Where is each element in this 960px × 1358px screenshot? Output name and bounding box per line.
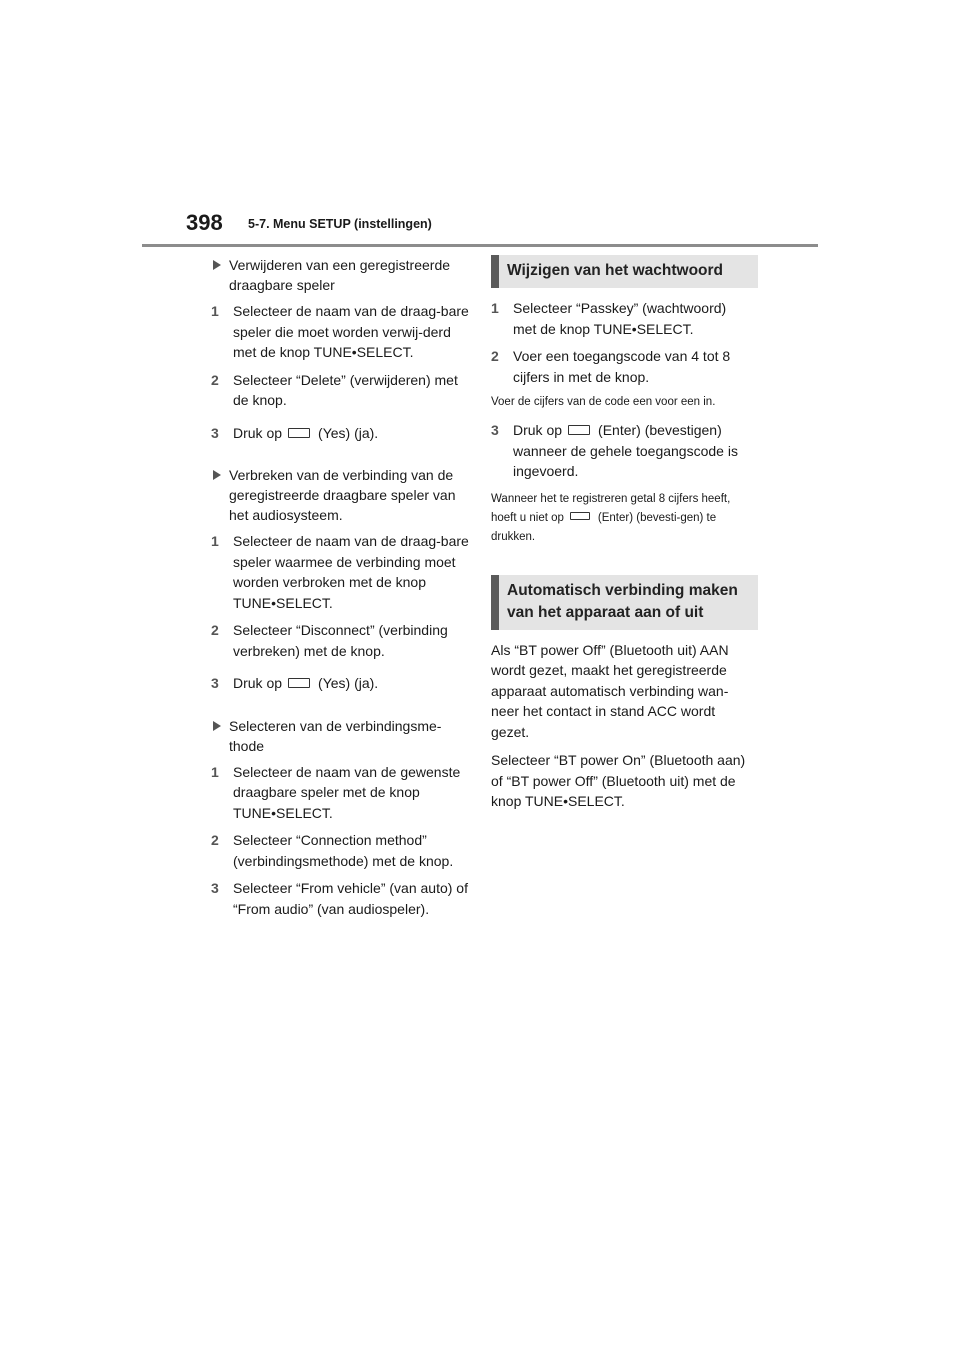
step-number: 1 <box>211 763 219 780</box>
bullet-heading: Verbreken van de verbinding van de geregistreerde draagbare speler van het audiosysteem. <box>211 465 473 525</box>
step-number: 2 <box>491 348 499 364</box>
step: 3 Druk op (Enter) (bevestigen) wanneer de gehele toegangscode is ingevoerd. <box>491 422 738 479</box>
step <box>211 830 473 871</box>
step-number: 3 <box>211 675 219 691</box>
screen-button-icon <box>568 425 590 435</box>
step-text: Selecteer “From vehicle” (van auto) of “From audio” (van audiospeler). <box>233 880 468 917</box>
step-number: 1 <box>491 300 499 316</box>
step-number: 3 <box>491 422 499 438</box>
step-text: Selecteer de naam van de gewenste draagbare speler met de knop TUNE•SELECT. <box>233 763 461 821</box>
step: 3 Druk op (Yes) (ja). <box>211 673 473 694</box>
header-divider <box>142 244 818 247</box>
step-number: 1 <box>211 303 219 319</box>
step <box>211 370 473 411</box>
step-number: 1 <box>211 533 219 549</box>
step: 3 Druk op (Yes) (ja). <box>211 423 473 444</box>
left-column <box>211 255 473 926</box>
screen-button-icon <box>570 512 590 520</box>
step-text: Selecteer “Connection method” (verbindingsmethode) met de knop. <box>233 832 454 869</box>
step-number: 2 <box>211 832 219 848</box>
bullet-heading: Selecteren van de verbindingsme-thode <box>211 716 473 756</box>
triangle-bullet-icon <box>213 721 221 731</box>
screen-button-icon <box>288 428 310 438</box>
step <box>211 620 473 661</box>
step <box>491 298 753 339</box>
step-text: Voer een toegangscode van 4 tot 8 cijfers in met de knop. <box>513 348 731 385</box>
note: Wanneer het te registreren getal 8 cijfers heeft, hoeft u niet op (Enter) (bevesti-gen) te drukken. <box>491 492 731 543</box>
step-number: 2 <box>211 371 219 388</box>
step <box>211 878 473 919</box>
paragraph: Selecteer “BT power On” (Bluetooth aan) of “BT power Off” (Bluetooth uit) met de knop TUNE•SELECT. <box>491 752 746 809</box>
section-heading: Wijzigen van het wachtwoord <box>491 255 758 288</box>
step-text: Selecteer “Delete” (verwijderen) met de knop. <box>233 371 458 408</box>
screen-button-icon <box>288 678 310 688</box>
step-number: 2 <box>211 622 219 638</box>
section-heading: Automatisch verbinding maken van het apparaat aan of uit <box>491 575 758 630</box>
step-text: Selecteer de naam van de draag-bare speler die moet worden verwij-derd met de knop TUNE•SELECT. <box>233 303 469 360</box>
step <box>211 531 473 613</box>
bullet-heading: Verwijderen van een geregistreerde draagbare speler <box>211 255 473 295</box>
step-number: 3 <box>211 880 219 896</box>
step-text: Selecteer “Passkey” (wachtwoord) met de knop TUNE•SELECT. <box>513 300 727 337</box>
step-text: Selecteer “Disconnect” (verbinding verbreken) met de knop. <box>233 622 448 659</box>
page-number: 398 <box>186 210 223 235</box>
right-column <box>491 255 753 820</box>
step <box>491 346 753 387</box>
step <box>211 762 473 824</box>
step-number: 3 <box>211 424 219 441</box>
triangle-bullet-icon <box>213 260 221 270</box>
triangle-bullet-icon <box>213 470 221 480</box>
paragraph: Als “BT power Off” (Bluetooth uit) AAN wordt gezet, maakt het geregistreerde apparaat automatisch verbinding wan-neer het contact in stand ACC wordt gezet. <box>491 641 729 740</box>
step <box>211 301 473 363</box>
note: Voer de cijfers van de code een voor een in. <box>491 396 716 408</box>
section-title: 5-7. Menu SETUP (instellingen) <box>248 217 432 231</box>
step-text: Selecteer de naam van de draag-bare speler waarmee de verbinding moet worden verbroken met de knop TUNE•SELECT. <box>233 533 469 611</box>
